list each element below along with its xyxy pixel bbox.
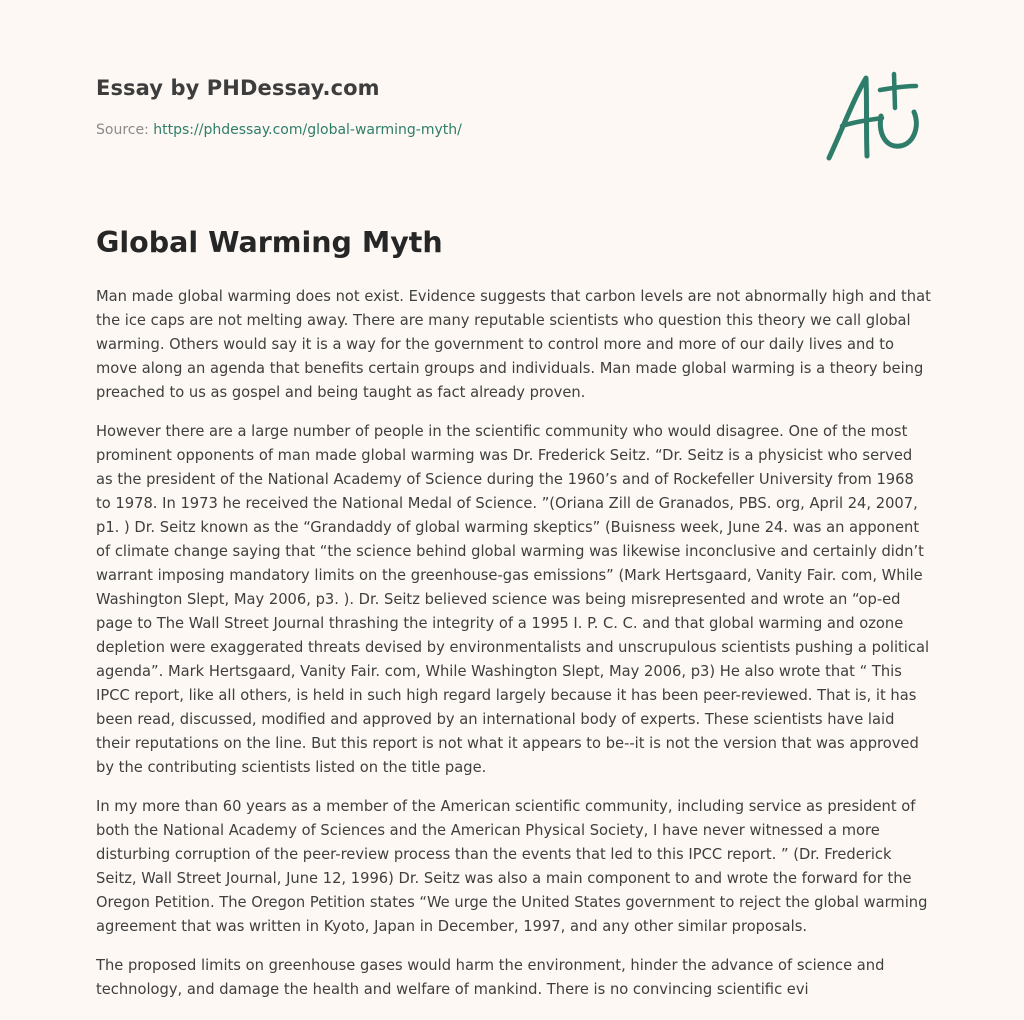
a-plus-logo-icon xyxy=(824,68,926,164)
header xyxy=(96,76,928,166)
essay-paragraph: However there are a large number of people in the scientific community who would disagree. One of the most prominent opponents of man made global warming was Dr. Frederick Seitz. “Dr. Seitz is a physicist who served as the president of the National Academy of Science during the 1960’s and of Rockefeller University from 1968 to 1978. In 1973 he received the National Medal of Science. ”(Oriana Zill de Granados, PBS. org, April 24, 2007, p1. ) Dr. Seitz known as the “Grandaddy of global warming skeptics” (Buisness week, June 24. was an apponent of climate change saying that “the science behind global warming was likewise inconclusive and certainly didn’t warrant imposing mandatory limits on the greenhouse-gas emissions” (Mark Hertsgaard, Vanity Fair. com, While Washington Slept, May 2006, p3. ). Dr. Seitz believed science was being misrepresented and wrote an “op-ed page to The Wall Street Journal thrashing the integrity of a 1995 I. P. C. C. and that global warming and ozone depletion were exaggerated threats devised by environmentalists and unscrupulous scientists pushing a political agenda”. Mark Hertsgaard, Vanity Fair. com, While Washington Slept, May 2006, p3) He also wrote that “ This IPCC report, like all others, is held in such high regard largely because it has been peer-reviewed. That is, it has been read, discussed, modified and approved by an international body of experts. These scientists have laid their reputations on the line. But this report is not what it appears to be--it is not the version that was approved by the contributing scientists listed on the title page. xyxy=(96,423,930,776)
source-label: Source: xyxy=(96,122,154,138)
essay-paragraph: Man made global warming does not exist. Evidence suggests that carbon levels are not abnormally high and that the ice caps are not melting away. There are many reputable scientists who question this theory we call global warming. Others would say it is a way for the government to control more and more of our daily lives and to move along an agenda that benefits certain groups and individuals. Man made global warming is a theory being preached to us as gospel and being taught as fact already proven. xyxy=(96,288,931,401)
source-link[interactable]: https://phdessay.com/global-warming-myth/ xyxy=(153,122,462,138)
essay-paragraph: The proposed limits on greenhouse gases would harm the environment, hinder the advance of science and technology, and damage the health and welfare of mankind. There is no convincing scientific evi xyxy=(96,957,885,998)
essay-body xyxy=(96,285,932,1017)
source-line xyxy=(96,122,928,138)
essay-title: Global Warming Myth xyxy=(96,226,443,259)
brand-title: Essay by PHDessay.com xyxy=(96,76,380,100)
essay-paragraph: In my more than 60 years as a member of the American scientific community, including service as president of both the National Academy of Sciences and the American Physical Society, I have never witnessed a more disturbing corruption of the peer-review process than the events that led to this IPCC report. ” (Dr. Frederick Seitz, Wall Street Journal, June 12, 1996) Dr. Seitz was also a main component to and wrote the forward for the Oregon Petition. The Oregon Petition states “We urge the United States government to reject the global warming agreement that was written in Kyoto, Japan in December, 1997, and any other similar proposals. xyxy=(96,798,928,935)
